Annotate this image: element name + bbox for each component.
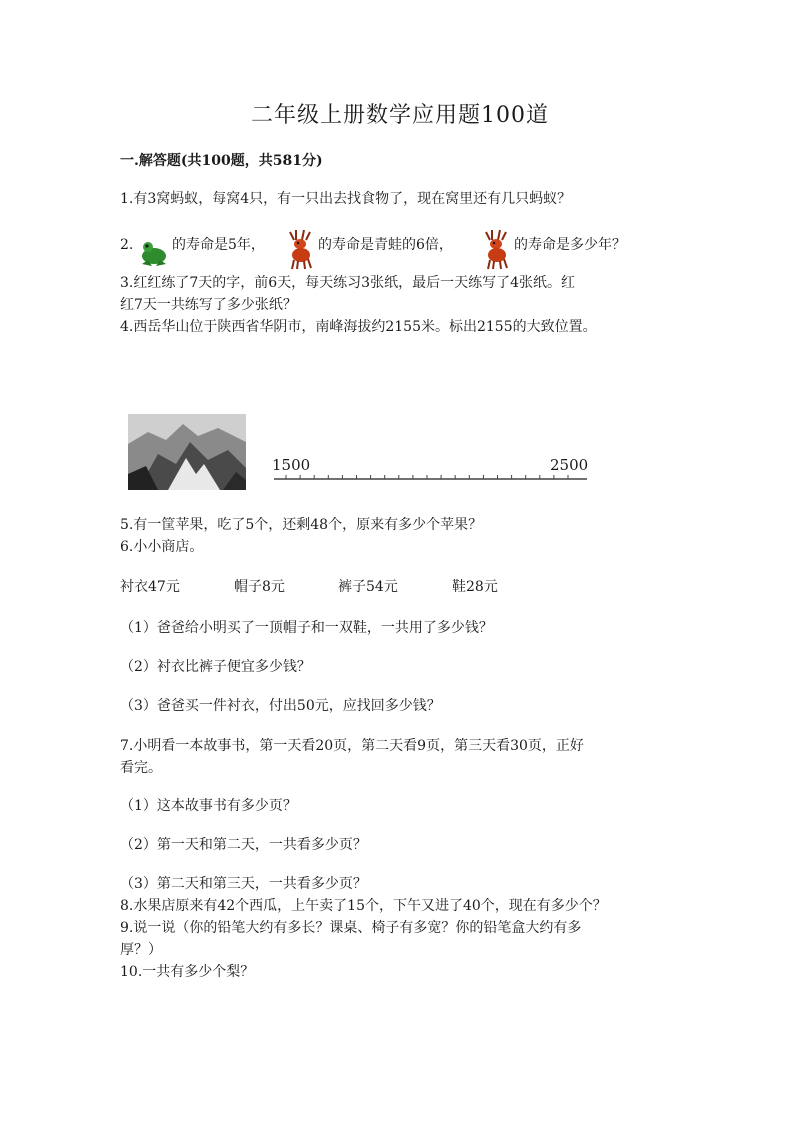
number-line: [272, 470, 592, 486]
section-heading: 一.解答题(共100题，共581分): [120, 153, 323, 169]
frog-icon: [138, 238, 170, 268]
question-6: 6.小小商店。: [120, 539, 204, 555]
question-2-number: 2.: [120, 237, 134, 253]
scale-end-label: 2500: [550, 456, 589, 474]
question-1: 1.有3窝蚂蚁，每窝4只，有一只出去找食物了，现在窝里还有几只蚂蚁？: [120, 191, 572, 207]
question-3-line1: 3.红红练了7天的字，前6天，每天练习3张纸，最后一天练写了4张纸。红: [120, 275, 575, 291]
question-4: 4.西岳华山位于陕西省华阴市，南峰海拔约2155米。标出2155的大致位置。: [120, 319, 597, 335]
deer-icon: [284, 228, 318, 270]
question-3-line2: 红7天一共练写了多少张纸？: [120, 297, 297, 313]
question-7-line1: 7.小明看一本故事书，第一天看20页，第二天看9页，第三天看30页，正好: [120, 738, 584, 754]
price-shoes: 鞋28元: [452, 579, 498, 595]
question-7-sub1: （1）这本故事书有多少页？: [120, 798, 297, 814]
question-2-part3: 的寿命是多少年？: [514, 237, 626, 253]
mountain-photo: [128, 414, 246, 490]
page-title: 二年级上册数学应用题100道: [251, 103, 549, 128]
question-6-sub3: （3）爸爸买一件衬衣，付出50元，应找回多少钱？: [120, 698, 441, 714]
price-shirt: 衬衣47元: [120, 579, 180, 595]
deer-icon: [480, 228, 514, 270]
price-hat: 帽子8元: [234, 579, 285, 595]
question-2-part1: 的寿命是5年，: [172, 237, 265, 253]
question-6-sub1: （1）爸爸给小明买了一顶帽子和一双鞋，一共用了多少钱？: [120, 620, 493, 636]
question-5: 5.有一筐苹果，吃了5个，还剩48个，原来有多少个苹果？: [120, 517, 483, 533]
question-10: 10.一共有多少个梨？: [120, 964, 255, 980]
question-7-line2: 看完。: [120, 760, 162, 776]
question-9-line1: 9.说一说（你的铅笔大约有多长？课桌、椅子有多宽？你的铅笔盒大约有多: [120, 920, 582, 936]
price-pants: 裤子54元: [338, 579, 398, 595]
question-9-line2: 厚？）: [120, 942, 162, 958]
question-7-sub3: （3）第二天和第三天，一共看多少页？: [120, 876, 367, 892]
scale-start-label: 1500: [272, 456, 311, 474]
question-6-sub2: （2）衬衣比裤子便宜多少钱？: [120, 659, 311, 675]
question-7-sub2: （2）第一天和第二天，一共看多少页？: [120, 837, 367, 853]
question-8: 8.水果店原来有42个西瓜，上午卖了15个，下午又进了40个，现在有多少个？: [120, 898, 607, 914]
question-2-part2: 的寿命是青蛙的6倍，: [318, 237, 453, 253]
